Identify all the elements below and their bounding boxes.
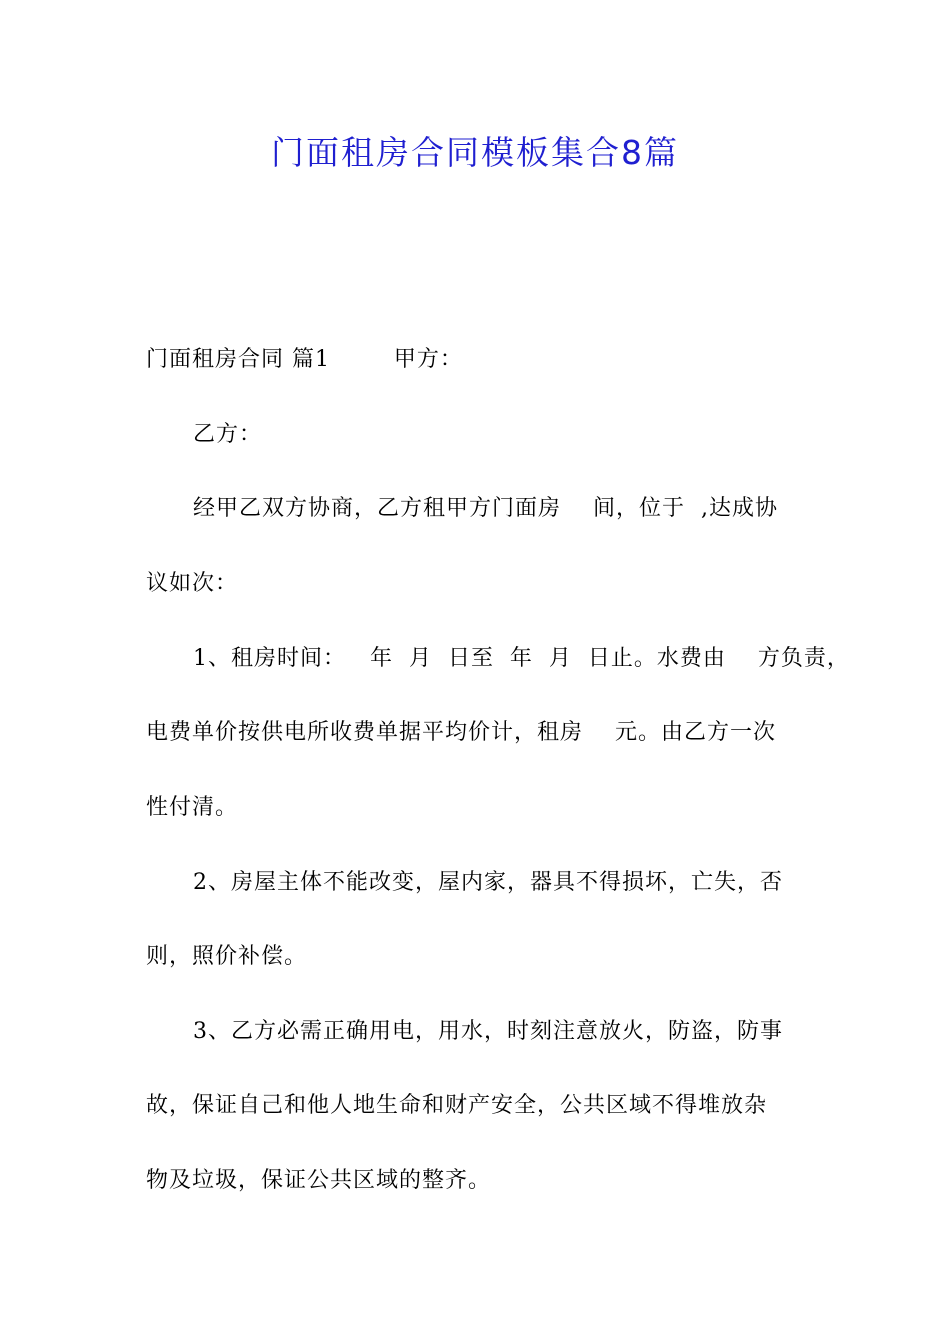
clause-1-line-2: 电费单价按供电所收费单据平均价计，租房 元。由乙方一次 xyxy=(146,720,776,745)
contract-heading-line: 门面租房合同 篇1 甲方： xyxy=(146,347,463,372)
clause-3-line-3: 物及垃圾，保证公共区域的整齐。 xyxy=(146,1168,492,1193)
party-b-line: 乙方： xyxy=(193,422,263,447)
paragraph-intro-line-1: 经甲乙双方协商，乙方租甲方门面房 间，位于 ,达成协 xyxy=(193,496,778,521)
clause-3-line-2: 故，保证自己和他人地生命和财产安全，公共区域不得堆放杂 xyxy=(146,1093,768,1118)
clause-1-line-3: 性付清。 xyxy=(146,795,239,820)
clause-2-line-1: 2、房屋主体不能改变，屋内家，器具不得损坏，亡失，否 xyxy=(193,870,783,895)
clause-2-line-2: 则，照价补偿。 xyxy=(146,944,308,969)
document-title: 门面租房合同模板集合8篇 xyxy=(271,133,679,172)
clause-1-line-1: 1、租房时间： 年 月 日至 年 月 日止。水费由 方负责， xyxy=(193,646,850,671)
clause-3-line-1: 3、乙方必需正确用电，用水，时刻注意放火，防盗，防事 xyxy=(193,1019,783,1044)
paragraph-intro-line-2: 议如次： xyxy=(146,571,239,596)
